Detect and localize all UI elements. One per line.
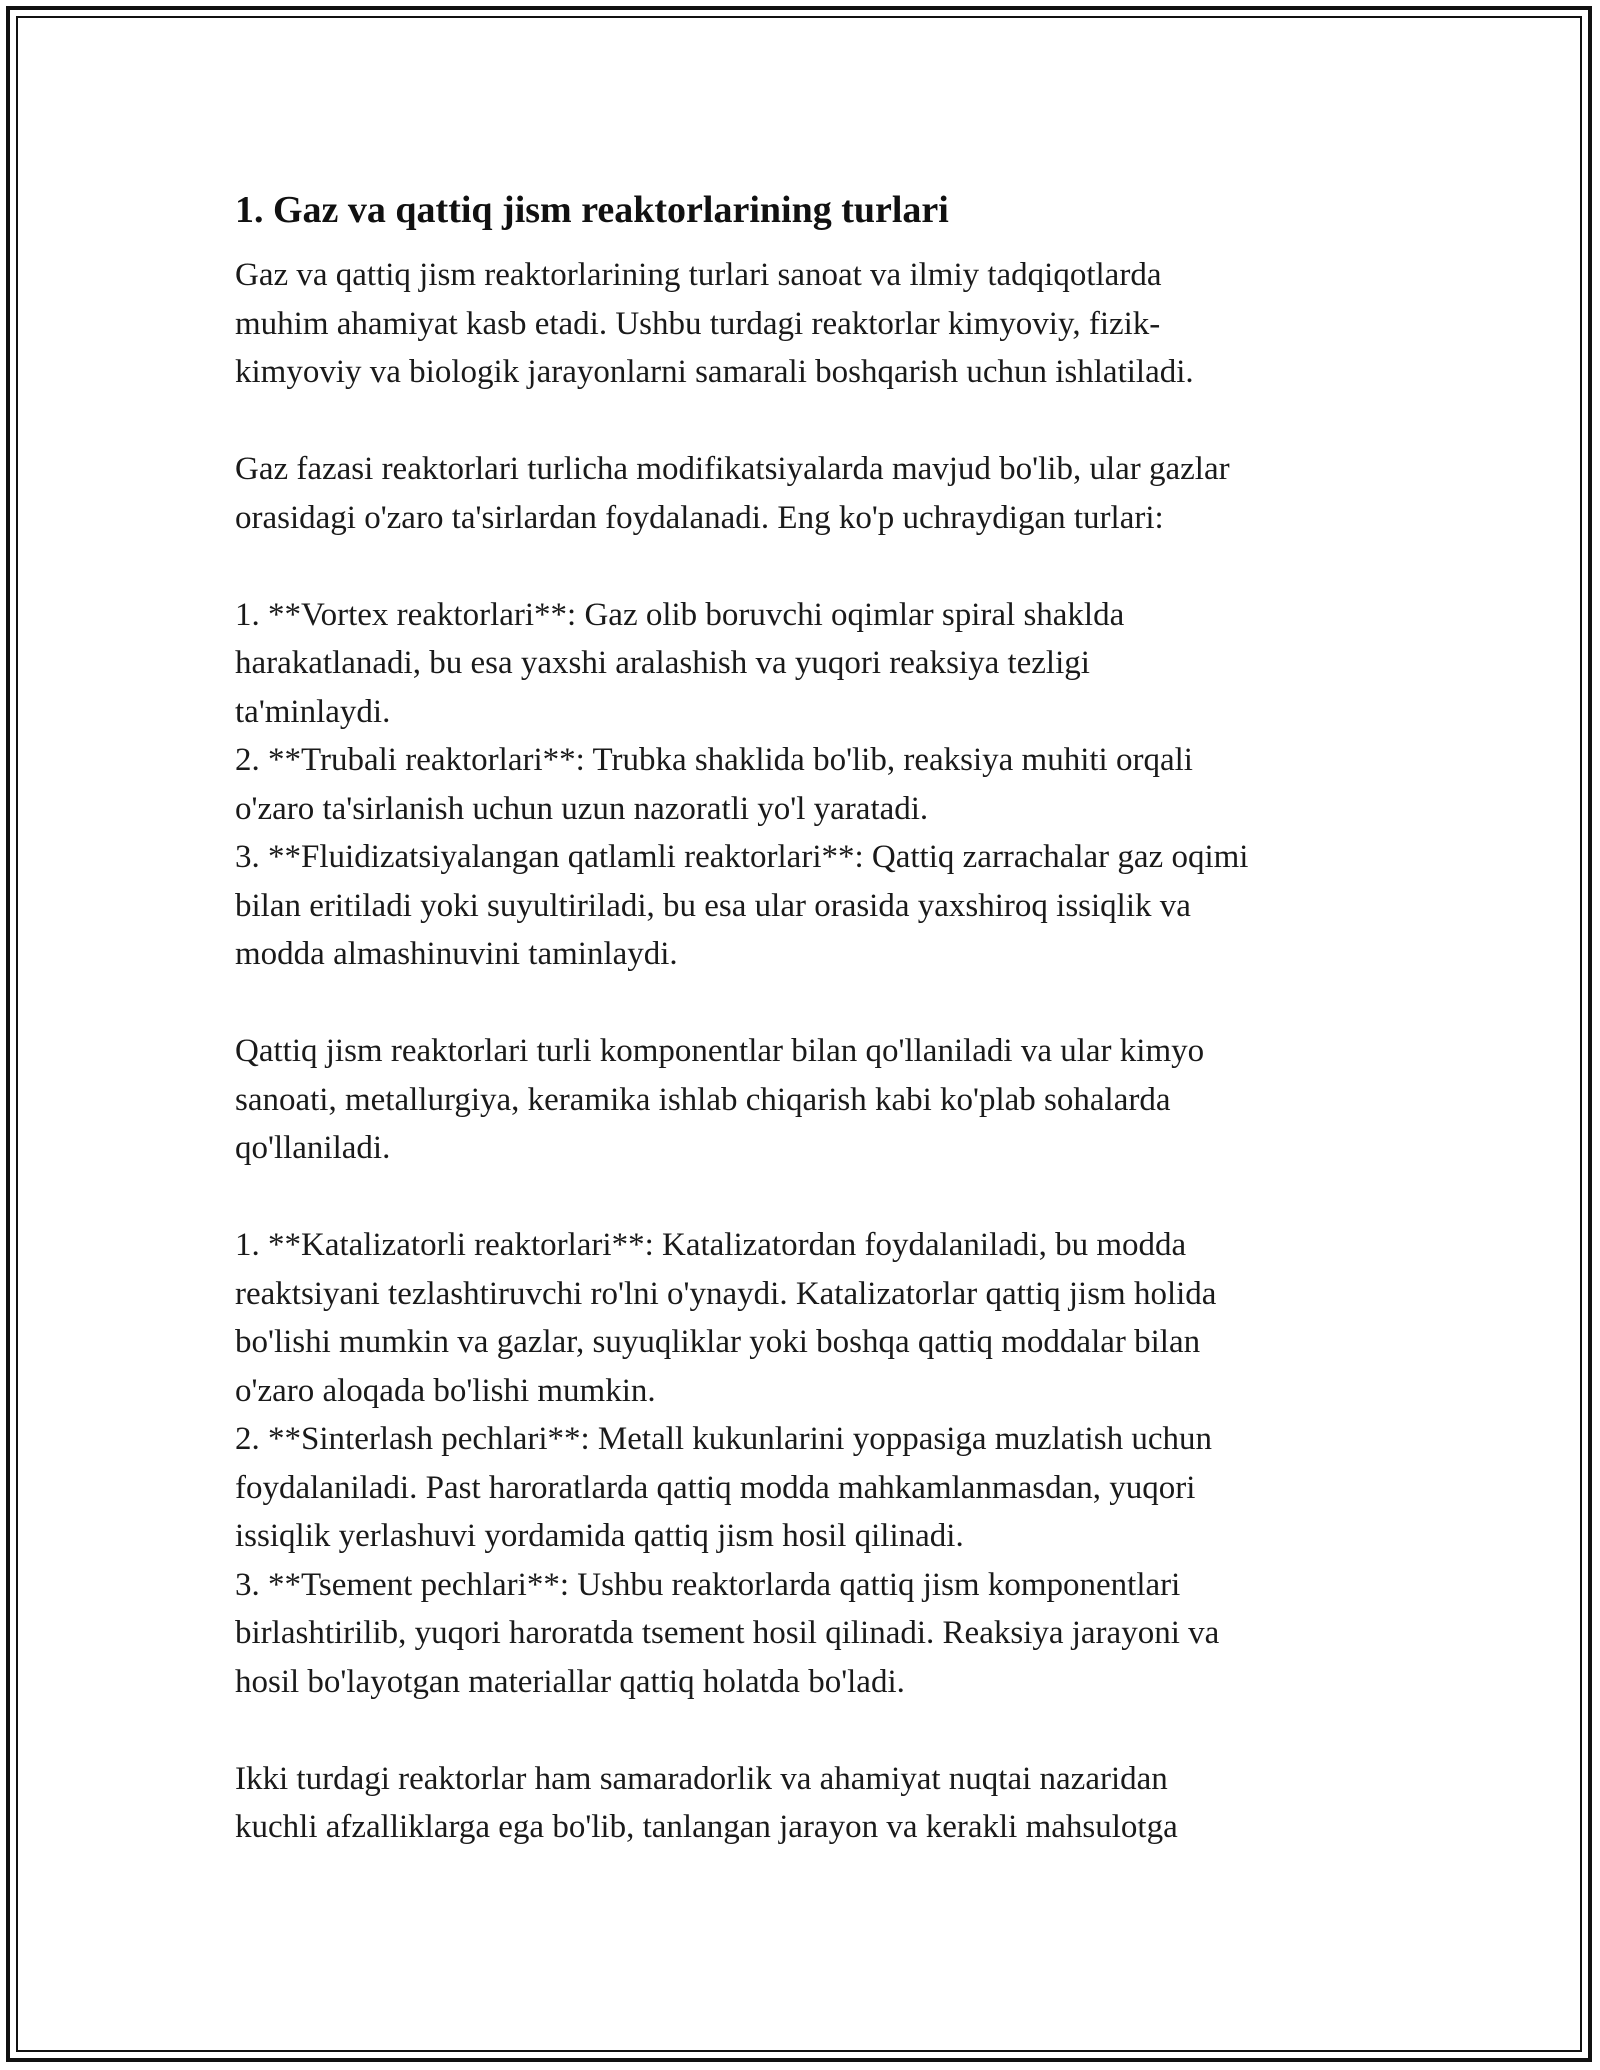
paragraph-gap xyxy=(235,397,1375,446)
gas-reactors-list: 1. **Vortex reaktorlari**: Gaz olib boruvchi oqimlar spiral shaklda harakatlanadi, bu esa yaxshi aralashish va yuqori reaksiya tezligi ta'minlaydi. 2. **Trubali reaktorlari**: Trubka shaklida bo'lib, reaksiya muhiti orqali o'zaro ta'sirlanish uchun uzun nazoratli yo'l yaratadi. 3. **Fluidizatsiyalangan qatlamli reaktorlari**: Qattiq zarrachalar gaz oqimi bilan eritiladi yoki suyultiriladi, bu esa ular orasida yaxshiroq issiqlik va modda almashinuvini taminlaydi. xyxy=(235,596,1249,972)
gas-reactors-paragraph: Gaz fazasi reaktorlari turlicha modifikatsiyalarda mavjud bo'lib, ular gazlar orasidagi o'zaro ta'sirlardan foydalanadi. Eng ko'p uchraydigan turlari: xyxy=(235,451,1230,536)
paragraph-gap xyxy=(235,1173,1375,1222)
paragraph-gap xyxy=(235,979,1375,1028)
paragraph-gap xyxy=(235,542,1375,591)
paragraph-gap xyxy=(235,1706,1375,1755)
solid-reactors-paragraph: Qattiq jism reaktorlari turli komponentlar bilan qo'llaniladi va ular kimyo sanoati, metallurgiya, keramika ishlab chiqarish kabi ko'plab sohalarda qo'llaniladi. xyxy=(235,1033,1205,1166)
document-body xyxy=(235,185,1375,1852)
conclusion-paragraph: Ikki turdagi reaktorlar ham samaradorlik va ahamiyat nuqtai nazaridan kuchli afzalliklarga ega bo'lib, tanlangan jarayon va kerakli mahsulotga xyxy=(235,1760,1178,1845)
intro-paragraph: Gaz va qattiq jism reaktorlarining turlari sanoat va ilmiy tadqiqotlarda muhim ahamiyat kasb etadi. Ushbu turdagi reaktorlar kimyoviy, fizik- kimyoviy va biologik jarayonlarni samarali boshqarish uchun ishlatiladi. xyxy=(235,257,1194,390)
section-heading: 1. Gaz va qattiq jism reaktorlarining turlari xyxy=(235,189,949,231)
solid-reactors-list: 1. **Katalizatorli reaktorlari**: Katalizatordan foydalaniladi, bu modda reaktsiyani tezlashtiruvchi ro'lni o'ynaydi. Katalizatorlar qattiq jism holida bo'lishi mumkin va gazlar, suyuqliklar yoki boshqa qattiq moddalar bilan o'zaro aloqada bo'lishi mumkin. 2. **Sinterlash pechlari**: Metall kukunlarini yoppasiga muzlatish uchun foydalaniladi. Past haroratlarda qattiq modda mahkamlanmasdan, yuqori issiqlik yerlashuvi yordamida qattiq jism hosil qilinadi. 3. **Tsement pechlari**: Ushbu reaktorlarda qattiq jism komponentlari birlashtirilib, yuqori haroratda tsement hosil qilinadi. Reaksiya jarayoni va hosil bo'layotgan materiallar qattiq holatda bo'ladi. xyxy=(235,1227,1220,1700)
